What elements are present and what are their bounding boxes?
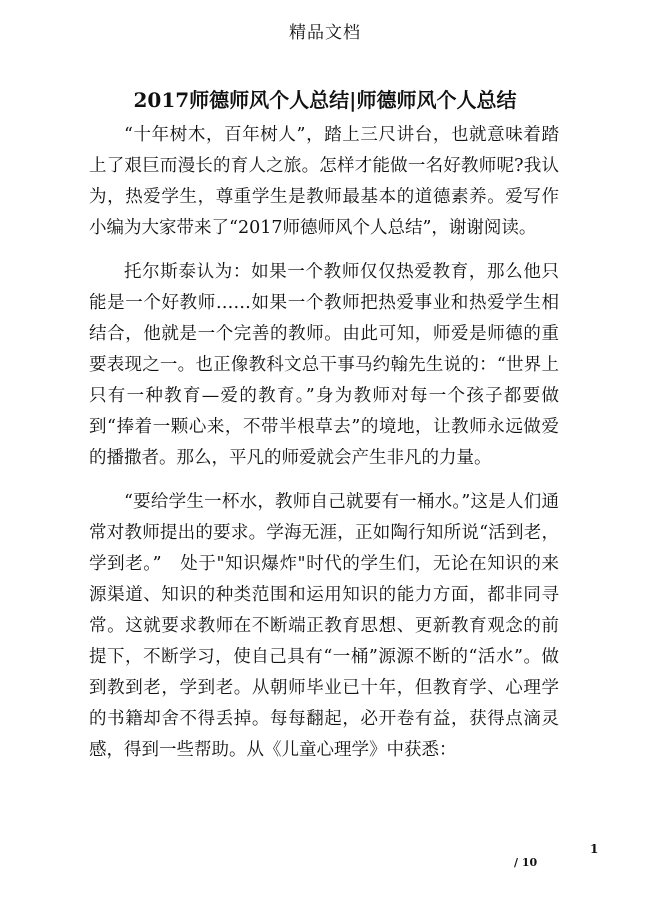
page-number: 1	[590, 842, 599, 856]
page-header: 精品文档	[289, 23, 361, 43]
paragraph: “十年树木，百年树人”，踏上三尺讲台，也就意味着踏上了艰巨而漫长的育人之旅。怎样才能做一名好教师呢?我认为，热爱学生，尊重学生是教师最基本的道德素养。爱写作小编为大家带来了“2017师德师风个人总结”，谢谢阅读。	[89, 125, 559, 238]
document-title: 2017师德师风个人总结|师德师风个人总结	[133, 88, 517, 112]
document-body	[89, 120, 559, 779]
paragraph: 托尔斯泰认为：如果一个教师仅仅热爱教育，那么他只能是一个好教师……如果一个教师把热爱事业和热爱学生相结合，他就是一个完善的教师。由此可知，师爱是师德的重要表现之一。也正像教科文总干事马约翰先生说的：“世界上只有一种教育—爱的教育。”身为教师对每一个孩子都要做到“捧着一颗心来，不带半根草去”的境地，让教师永远做爱的播撒者。那么，平凡的师爱就会产生非凡的力量。	[89, 262, 559, 468]
paragraph: “要给学生一杯水，教师自己就要有一桶水。”这是人们通常对教师提出的要求。学海无涯，正如陶行知所说“活到老，学到老。” 处于"知识爆炸"时代的学生们，无论在知识的来源渠道、知识的种类范围和运用知识的能力方面，都非同寻常。这就要求教师在不断端正教育思想、更新教育观念的前提下，不断学习，使自己具有“一桶”源源不断的“活水”。做到教到老，学到老。从朝师毕业已十年，但教育学、心理学的书籍却舍不得丢掉。每每翻起，必开卷有益，获得点滴灵感，得到一些帮助。从《儿童心理学》中获悉：	[89, 492, 559, 760]
page-total: / 10	[514, 856, 538, 869]
